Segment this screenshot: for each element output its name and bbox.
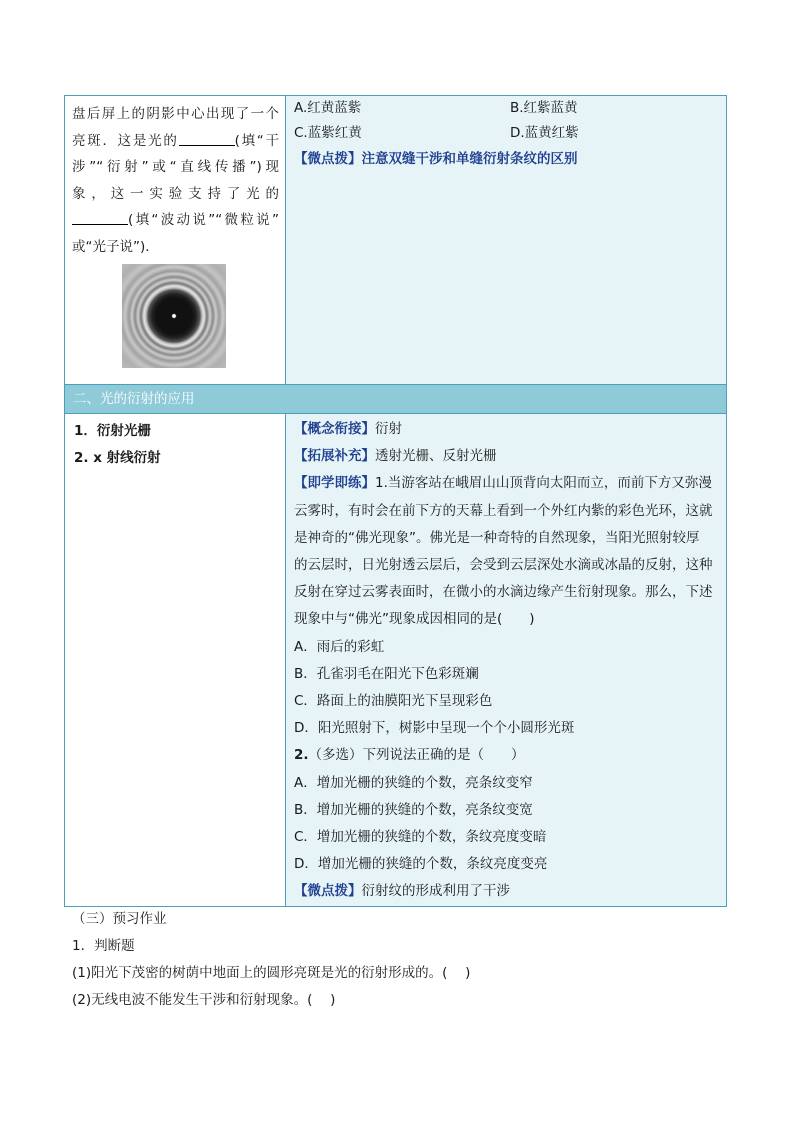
top-row: [65, 96, 727, 385]
option-d[interactable]: D.蓝黄红紫: [510, 125, 579, 141]
tip-tag: 【微点拨】: [294, 151, 362, 167]
q2-option-c[interactable]: C．增加光栅的狭缝的个数，条纹亮度变暗: [294, 829, 547, 846]
question-1-line: 反射在穿过云雾表面时，在微小的水滴边缘产生衍射现象。那么，下述: [294, 584, 713, 601]
q1-option-b[interactable]: B．孔雀羽毛在阳光下色彩斑斓: [294, 665, 479, 682]
q2-option-a[interactable]: A．增加光栅的狭缝的个数，亮条纹变窄: [294, 774, 533, 791]
question-1-line: 现象中与“佛光”现象成因相同的是( ): [294, 611, 535, 628]
left-main-cell: [65, 414, 286, 907]
q1-option-a[interactable]: A．雨后的彩虹: [294, 638, 385, 655]
left-text-line: (填“波动说”“微粒说”: [65, 207, 285, 234]
answer-blank[interactable]: [72, 210, 128, 225]
right-main-cell: [286, 414, 727, 907]
question-1-line: 的云层时，日光射透云层后，会受到云层深处水滴或冰晶的反射，这种: [294, 557, 713, 574]
q2-option-d[interactable]: D．增加光栅的狭缝的个数，条纹亮度变亮: [294, 856, 548, 873]
option-row: [286, 96, 726, 121]
left-text-line: 象，这一实验支持了光的: [72, 185, 279, 202]
homework-heading: （三）预习作业: [72, 911, 167, 927]
left-item: 2. x 射线衍射: [74, 449, 161, 466]
question-1-line: 【即学即练】1.当游客站在峨眉山山顶背向太阳而立，而前下方又弥漫: [294, 475, 712, 492]
tip-text: 注意双缝干涉和单缝衍射条纹的区别: [361, 151, 578, 167]
homework-item: (2)无线电波不能发生干涉和衍射现象。( ): [72, 992, 336, 1008]
main-row: [65, 414, 727, 907]
left-text-line: 或“光子说”)．: [72, 238, 159, 255]
question-2-stem: 2.（多选）下列说法正确的是（ ）: [294, 747, 525, 764]
concept-line: 【概念衔接】衍射: [294, 421, 402, 437]
option-row: [286, 121, 726, 146]
diffraction-pattern-image: [122, 264, 226, 368]
tip-line: [286, 146, 726, 172]
lesson-table: [64, 95, 727, 907]
homework-section: [64, 906, 734, 1014]
section-header-row: [65, 385, 727, 414]
homework-item: (1)阳光下茂密的树荫中地面上的圆形亮斑是光的衍射形成的。( ): [72, 965, 471, 981]
option-b[interactable]: B.红紫蓝黄: [510, 100, 578, 116]
left-item: 1．衍射光栅: [74, 423, 151, 439]
homework-subheading: 1．判断题: [72, 938, 135, 954]
left-top-cell: [65, 96, 286, 385]
question-1-line: 是神奇的“佛光现象”。佛光是一种奇特的自然现象，当阳光照射较厚: [294, 529, 700, 546]
expand-line: 【拓展补充】透射光栅、反射光栅: [294, 448, 497, 465]
section-title: 二、光的衍射的应用: [65, 385, 727, 414]
right-top-cell: [286, 96, 727, 385]
left-text-line: 盘后屏上的阴影中心出现了一个: [72, 106, 279, 122]
answer-blank[interactable]: [179, 131, 235, 146]
option-a[interactable]: A.红黄蓝紫: [294, 100, 362, 116]
left-text-line: 涉”“衍射”或“直线传播”)现: [72, 159, 279, 175]
q2-option-b[interactable]: B．增加光栅的狭缝的个数，亮条纹变宽: [294, 801, 533, 818]
q1-option-d[interactable]: D．阳光照射下，树影中呈现一个个小圆形光斑: [294, 720, 575, 737]
tip-line: 【微点拨】衍射纹的形成利用了干涉: [294, 883, 510, 900]
q1-option-c[interactable]: C．路面上的油膜阳光下呈现彩色: [294, 693, 493, 710]
left-text-line: 亮斑．这是光的 (填“干: [72, 132, 280, 149]
question-1-line: 云雾时，有时会在前下方的天幕上看到一个外红内紫的彩色光环，这就: [294, 502, 713, 519]
option-c[interactable]: C.蓝紫红黄: [294, 125, 362, 141]
